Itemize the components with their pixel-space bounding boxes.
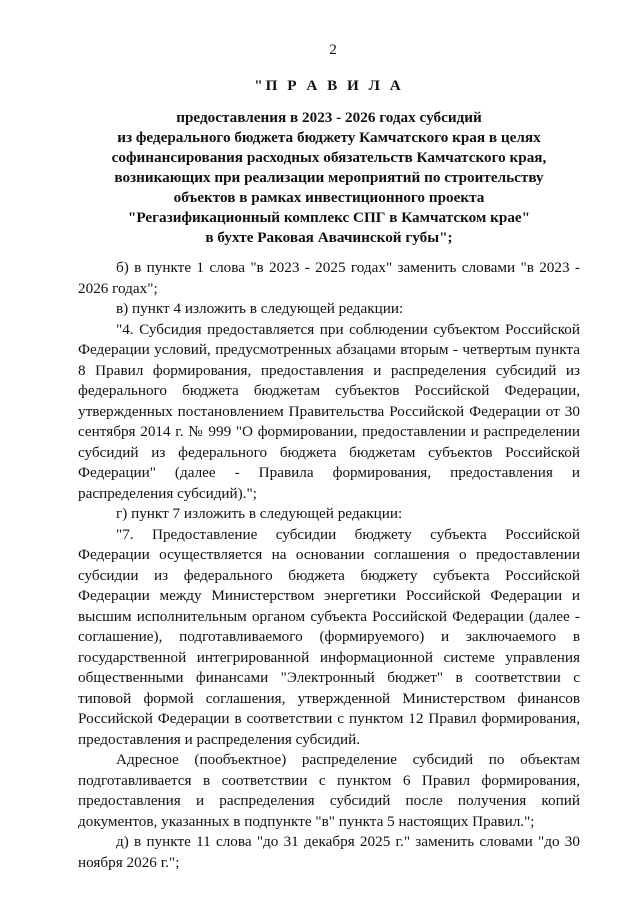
document-body [78,258,580,873]
subtitle-line: "Регазификационный комплекс СПГ в Камчатском крае" [127,209,531,226]
paragraph-d: д) в пункте 11 слова "до 31 декабря 2025 г." заменить словами "до 30 ноября 2026 г."; [78,833,580,871]
subtitle-line: объектов в рамках инвестиционного проекта [173,189,485,206]
subtitle-line: возникающих при реализации мероприятий по строительству [114,169,544,186]
paragraph-g: г) пункт 7 изложить в следующей редакции: [116,505,403,522]
paragraph-address-distribution: Адресное (пообъектное) распределение субсидий по объектам подготавливается в соответствии с пунктом 6 Правил формирования, предоставления и распределения субсидий после получения копий документов, указанных в подпункте "в" пункта 5 настоящих Правил."; [78,751,580,830]
paragraph-point-4: "4. Субсидия предоставляется при соблюдении субъектом Российской Федерации условий, предусмотренных абзацами вторым - четвертым пункта 8 Правил формирования, предоставления и распределения субсидий из федерального бюджета бюджетам субъектов Российской Федерации, утвержденных постановлением Правительства Российской Федерации от 30 сентября 2014 г. № 999 "О формировании, предоставлении и распределении субсидий из федерального бюджета бюджетам субъектов Российской Федерации" (далее - Правила формирования, предоставления и распределения субсидий)."; [78,320,580,502]
subtitle-line: софинансирования расходных обязательств Камчатского края, [111,149,547,166]
subtitle-line: из федерального бюджета бюджету Камчатского края в целях [117,129,541,146]
document-subtitle [78,108,580,248]
paragraph-v: в) пункт 4 изложить в следующей редакции: [116,300,404,317]
paragraph-b: б) в пункте 1 слова "в 2023 - 2025 годах" заменить словами "в 2023 - 2026 годах"; [78,259,580,297]
document-title: "П Р А В И Л А [254,77,404,94]
page-number: 2 [329,41,337,58]
paragraph-point-7: "7. Предоставление субсидии бюджету субъекта Российской Федерации осуществляется на основании соглашения о предоставлении субсидии из федерального бюджета бюджету субъекта Российской Федерации между Министерством энергетики Российской Федерации и высшим исполнительным органом субъекта Российской Федерации (далее - соглашение), подготавливаемого (формируемого) и заключаемого в государственной интегрированной информационной системе управления общественными финансами "Электронный бюджет" в соответствии с типовой формой соглашения, утвержденной Министерством финансов Российской Федерации в соответствии с пунктом 12 Правил формирования, предоставления и распределения субсидий. [78,525,580,748]
subtitle-line: предоставления в 2023 - 2026 годах субсидий [176,109,482,126]
subtitle-line: в бухте Раковая Авачинской губы"; [205,229,453,246]
